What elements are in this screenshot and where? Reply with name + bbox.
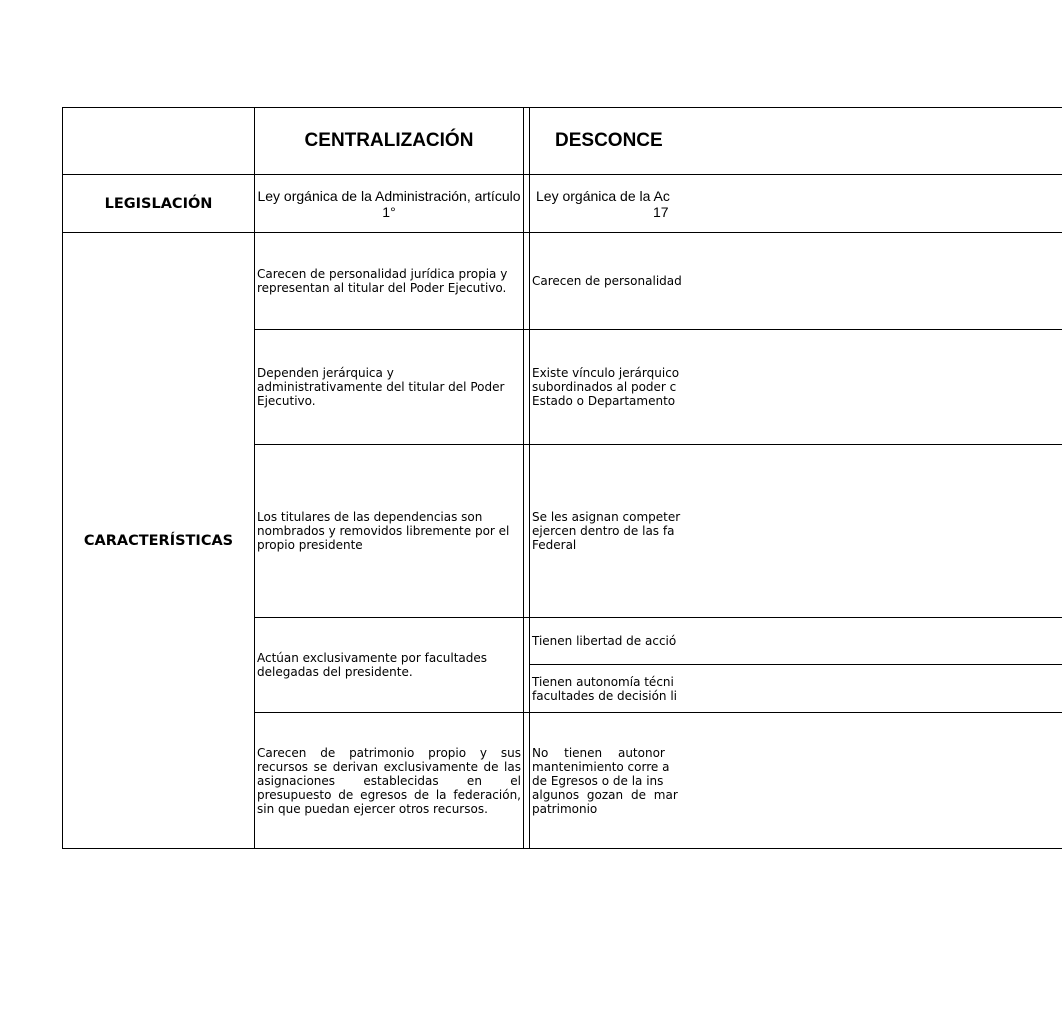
text-line: subordinados al poder c	[532, 380, 677, 394]
text-line: de Egresos o de la ins	[532, 773, 664, 788]
header-centralizacion: CENTRALIZACIÓN	[304, 130, 474, 151]
header-desconcentracion: DESCONCE	[555, 130, 663, 151]
legislacion-desconcentracion-line: Ley orgánica de la Ac	[536, 187, 670, 204]
caracteristica-centralizacion-4: Actúan exclusivamente por facultades delegadas del presidente.	[257, 651, 488, 679]
comparison-table	[62, 107, 682, 849]
text-line: ejercen dentro de las fa	[532, 524, 675, 538]
caracteristica-desconcentracion-3	[530, 445, 930, 617]
caracteristica-desconcentracion-4a	[530, 618, 930, 664]
text-line: Existe vínculo jerárquico	[532, 366, 680, 380]
caracteristica-desconcentracion-1	[530, 233, 930, 329]
text-line: algunos gozan de mar	[532, 787, 678, 802]
text-line: Estado o Departamento	[532, 394, 676, 408]
text-line: Tienen autonomía técni	[532, 674, 674, 689]
header-empty	[63, 108, 254, 174]
caracteristica-centralizacion-1: Carecen de personalidad jurídica propia y representan al titular del Poder Ejecutivo.	[257, 267, 508, 295]
grid-line	[523, 107, 524, 849]
legislacion-desconcentracion	[530, 175, 930, 232]
text-line: mantenimiento corre a	[532, 759, 670, 774]
caracteristica-centralizacion-3: Los titulares de las dependencias son nombrados y removidos libremente por el propio presidente	[257, 510, 510, 552]
caracteristica-desconcentracion-2	[530, 330, 930, 444]
text-line: facultades de decisión li	[532, 688, 678, 703]
caracteristica-centralizacion-2: Dependen jerárquica y administrativamente del titular del Poder Ejecutivo.	[257, 366, 505, 408]
text-line: Carecen de personalidad	[532, 274, 682, 288]
text-line: Tienen libertad de acció	[532, 634, 677, 648]
row-label-legislacion: LEGISLACIÓN	[104, 195, 213, 212]
caracteristica-desconcentracion-4b	[530, 665, 930, 712]
text-line: Federal	[532, 538, 577, 552]
grid-line	[62, 848, 1062, 849]
text-line: No tienen autonor	[532, 745, 665, 760]
caracteristica-centralizacion-5: Carecen de patrimonio propio y sus recursos se derivan exclusivamente de las asignaciones establecidas en el presupuesto de egresos de la federación, sin que puedan ejercer otros recursos.	[257, 745, 521, 816]
caracteristica-desconcentracion-5	[530, 713, 930, 848]
text-line: patrimonio	[532, 801, 598, 816]
legislacion-desconcentracion-line: 17	[653, 203, 669, 220]
table-grid	[62, 107, 1062, 849]
legislacion-centralizacion: Ley orgánica de la Administración, artículo 1°	[257, 187, 521, 220]
row-label-caracteristicas: CARACTERÍSTICAS	[83, 532, 234, 549]
text-line: Se les asignan competer	[532, 510, 681, 524]
